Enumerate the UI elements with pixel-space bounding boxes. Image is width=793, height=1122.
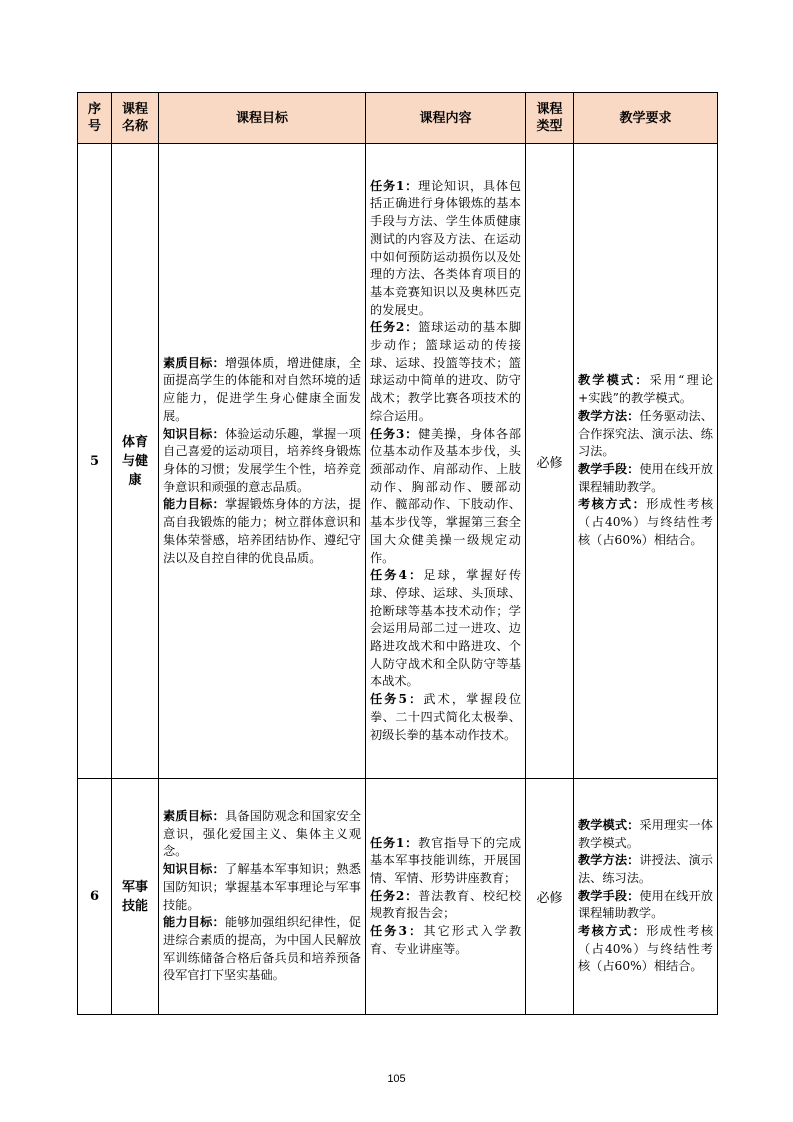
- requirement-label: 教学模式：: [578, 373, 650, 388]
- task-label: 任务4：: [370, 568, 424, 583]
- row-contents: [366, 144, 526, 779]
- goal-label: 素质目标：: [163, 355, 225, 370]
- goal-text: 能够加强组织纪律性，促进综合素质的提高，为中国人民解放军训练储备合格后备兵员和培养预备役军官打下坚实基础。: [163, 915, 361, 983]
- course-name-line: 康: [128, 472, 142, 488]
- requirement-text: 任务驱动法、合作探究法、演示法、练习法。: [578, 408, 713, 459]
- requirement-item: [578, 408, 713, 461]
- goal-item: [163, 355, 361, 426]
- header-type-line: 课程: [536, 102, 563, 117]
- requirement-text: 使用在线开放课程辅助教学。: [578, 888, 713, 921]
- task-text: 理论知识，具体包括正确进行身体锻炼的基本手段与方法、学生体质健康测试的内容及方法、在运动中如何预防运动损伤以及处理的方法、各类体育项目的基本竞赛知识以及奥林匹克的发展史。: [370, 178, 522, 317]
- task-label: 任务2：: [370, 888, 419, 903]
- requirement-label: 教学手段：: [578, 888, 640, 903]
- goal-item: [163, 861, 361, 914]
- requirement-label: 教学手段：: [578, 462, 640, 476]
- course-name-line: 体育: [121, 434, 148, 450]
- task-label: 任务1：: [370, 178, 419, 193]
- requirement-item: [578, 461, 713, 496]
- task-text: 健美操，身体各部位基本动作及基本步伐，头颈部动作、肩部动作、上肢动作、胸部动作、腰部动作、髋部动作、下肢动作、基本步伐等，掌握第三套全国大众健美操一级规定动作。: [370, 426, 522, 565]
- goal-item: [163, 914, 361, 985]
- task-text: 普法教育、校纪校规教育报告会；: [370, 888, 522, 921]
- goal-label: 知识目标：: [163, 862, 225, 877]
- content-item: [370, 426, 521, 568]
- goal-item: [163, 808, 361, 861]
- goal-text: 增强体质，增进健康，全面提高学生的体能和对自然环境的适应能力，促进学生身心健康全面发展。: [163, 355, 361, 423]
- requirement-label: 教学方法：: [578, 408, 640, 423]
- content-item: [370, 835, 521, 888]
- header-name-line: 课程: [121, 102, 148, 117]
- row-goals: [159, 779, 366, 1015]
- header-name-line: 名称: [121, 119, 148, 134]
- page-number: 105: [387, 1073, 406, 1085]
- goal-text: 了解基本军事知识；熟悉国防知识；掌握基本军事理论与军事技能。: [163, 862, 361, 912]
- course-name-line: 与健: [121, 453, 148, 469]
- row-goals: [159, 144, 366, 779]
- task-text: 篮球运动的基本脚步动作；篮球运动的传接球、运球、投篮等技术；篮球运动中简单的进攻、防守战术；教学比赛各项技术的综合运用。: [370, 320, 522, 423]
- header-type: [526, 93, 574, 144]
- row-course-name: [112, 144, 159, 779]
- requirement-text: 采用“理论+实践”的教学模式。: [578, 373, 714, 406]
- header-seq-line: 号: [87, 119, 101, 134]
- header-row: [78, 93, 718, 144]
- header-goal: 课程目标: [159, 93, 366, 144]
- row-requirements: [574, 144, 718, 779]
- requirement-label: 教学方法：: [578, 853, 640, 868]
- task-text: 武术，掌握段位拳、二十四式简化太极拳、初级长拳的基本动作技术。: [370, 692, 522, 742]
- task-text: 教官指导下的完成基本军事技能训练，开展国情、军情、形势讲座教育；: [370, 835, 522, 885]
- row-course-name: [112, 779, 159, 1015]
- requirement-item: [578, 923, 713, 976]
- task-label: 任务3：: [370, 426, 419, 441]
- content-item: [370, 319, 521, 425]
- requirement-text: 形成性考核（占40%）与终结性考核（占60%）相结合。: [578, 924, 714, 974]
- task-text: 其它形式入学教育、专业讲座等。: [370, 924, 522, 956]
- content-item: [370, 888, 521, 923]
- goal-text: 具备国防观念和国家安全意识，强化爱国主义、集体主义观念。: [163, 808, 361, 859]
- content-item: [370, 178, 521, 320]
- row-course-type: 必修: [526, 144, 574, 779]
- goal-label: 能力目标：: [163, 497, 225, 512]
- requirement-label: 考核方式：: [578, 924, 647, 939]
- requirement-text: 采用理实一体教学模式。: [578, 817, 713, 850]
- requirement-text: 讲授法、演示法、练习法。: [578, 853, 713, 885]
- task-label: 任务2：: [370, 320, 419, 335]
- goal-label: 知识目标：: [163, 426, 225, 441]
- requirement-text: 使用在线开放课程辅助教学。: [578, 462, 713, 494]
- row-seq: 5: [78, 144, 112, 779]
- task-text: 足球，掌握好传球、停球、运球、头顶球、抢断球等基本技术动作；学会运用局部二过一进攻、边路进攻战术和中路进攻、个人防守战术和全队防守等基本战术。: [370, 568, 522, 689]
- content-item: [370, 923, 521, 958]
- requirement-item: [578, 852, 713, 887]
- task-label: 任务5：: [370, 692, 424, 707]
- requirement-label: 教学模式：: [578, 817, 640, 832]
- table-row: [78, 779, 718, 1015]
- requirement-label: 考核方式：: [578, 497, 647, 512]
- task-label: 任务1：: [370, 835, 419, 850]
- header-name: [112, 93, 159, 144]
- header-type-line: 类型: [536, 119, 563, 134]
- goal-label: 能力目标：: [163, 915, 225, 930]
- course-table: [77, 92, 718, 1015]
- goal-text: 体验运动乐趣，掌握一项自己喜爱的运动项目，培养终身锻炼身体的习惯；发展学生个性，培养竞争意识和顽强的意志品质。: [163, 426, 361, 494]
- content-item: [370, 691, 521, 744]
- header-content: 课程内容: [366, 93, 526, 144]
- requirement-item: [578, 372, 713, 407]
- content-item: [370, 567, 521, 691]
- requirement-item: [578, 817, 713, 852]
- goal-item: [163, 426, 361, 497]
- header-requirement: 教学要求: [574, 93, 718, 144]
- course-name-line: 技能: [121, 898, 148, 914]
- goal-item: [163, 496, 361, 567]
- header-seq: [78, 93, 112, 144]
- row-contents: [366, 779, 526, 1015]
- requirement-item: [578, 496, 713, 549]
- row-requirements: [574, 779, 718, 1015]
- task-label: 任务3：: [370, 924, 424, 939]
- table-row: [78, 144, 718, 779]
- goal-label: 素质目标：: [163, 808, 225, 823]
- goal-text: 掌握锻炼身体的方法，提高自我锻炼的能力；树立群体意识和集体荣誉感，培养团结协作、遵纪守法以及自控自律的优良品质。: [163, 497, 361, 565]
- row-course-type: 必修: [526, 779, 574, 1015]
- requirement-text: 形成性考核（占40%）与终结性考核（占60%）相结合。: [578, 497, 714, 547]
- course-name-line: 军事: [121, 879, 148, 895]
- header-seq-line: 序: [87, 102, 101, 117]
- row-seq: 6: [78, 779, 112, 1015]
- requirement-item: [578, 888, 713, 923]
